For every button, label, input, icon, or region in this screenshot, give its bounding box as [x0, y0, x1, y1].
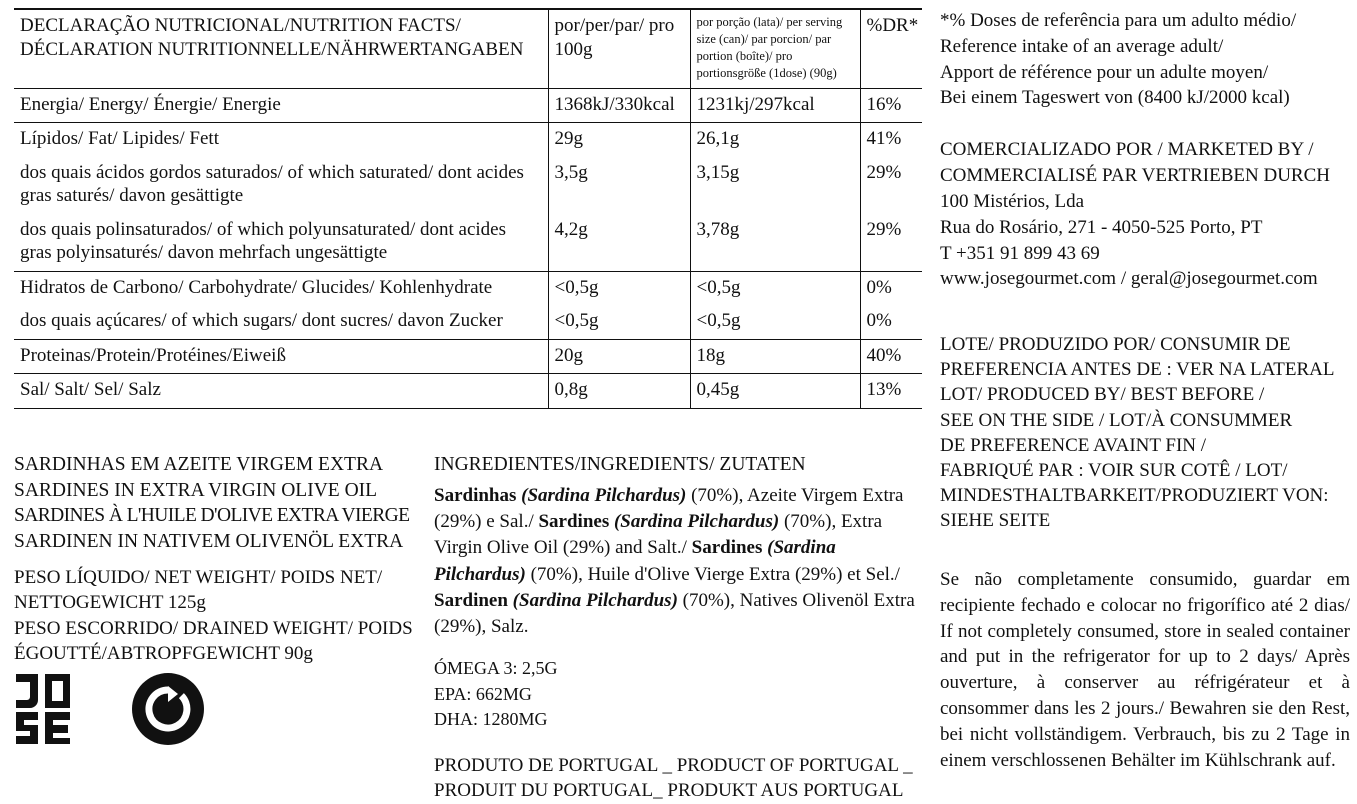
row-dr: 29%	[860, 214, 922, 272]
row-per-serving: <0,5g	[690, 271, 860, 305]
table-row-fat	[14, 123, 922, 157]
row-dr: 13%	[860, 374, 922, 409]
row-dr: 29%	[860, 157, 922, 214]
row-per-100g: 3,5g	[548, 157, 690, 214]
spacer	[14, 408, 922, 409]
row-per-serving: 0,45g	[690, 374, 860, 409]
table-row-carbohydrate	[14, 271, 922, 305]
row-per-100g: 29g	[548, 123, 690, 157]
reference-intake-line-4: Bei einem Tageswert von (8400 kJ/2000 kcal)	[940, 87, 1290, 109]
lot-line: SIEHE SEITE	[940, 509, 1051, 531]
storage-instructions: Se não completamente consumido, guardar em recipiente fechado e colocar no frigorífico até 2 dias/ If not completely consumed, store in sealed container and put in the refrigerator for up to 2 days/ Après ouverture, à conserver au réfrigérateur et à consommer dans les 2 jours./ Bewahren sie den Rest, bei nicht vollständigem. Verbrauch, bis zu 2 Tage in einem verschlossenen Behälter im Kühlschrank auf.	[940, 568, 1350, 771]
row-per-100g: <0,5g	[548, 271, 690, 305]
lot-line: LOT/ PRODUCED BY/ BEST BEFORE /	[940, 384, 1265, 406]
row-per-100g: 0,8g	[548, 374, 690, 409]
company-address: Rua do Rosário, 271 - 4050-525 Porto, PT	[940, 216, 1263, 238]
reference-intake-line-1: *% Doses de referência para um adulto médio/	[940, 10, 1297, 31]
row-label: dos quais açúcares/ of which sugars/ dont sucres/ davon Zucker	[20, 310, 503, 332]
table-bottom-rule	[14, 408, 922, 409]
lot-line: FABRIQUÉ PAR : VOIR SUR COTÊ / LOT/	[940, 459, 1288, 481]
dha-value: DHA: 1280MG	[434, 709, 548, 730]
jose-gourmet-logo	[14, 672, 72, 746]
marketed-by-block	[940, 137, 1350, 292]
drained-weight-label: PESO ESCORRIDO/ DRAINED WEIGHT/ POIDS ÉGOUTTÉ/ABTROPFGEWICHT	[14, 617, 413, 665]
row-label: dos quais ácidos gordos saturados/ of which saturated/ dont acides gras saturés/ davon gesättigte	[20, 161, 524, 207]
lot-best-before-block	[940, 332, 1350, 533]
row-label: Lípidos/ Fat/ Lipides/ Fett	[14, 123, 548, 157]
row-label: dos quais polinsaturados/ of which polyunsaturated/ dont acides gras polyinsaturés/ davon mehrfach ungesättigte	[20, 218, 506, 264]
row-per-serving: 3,78g	[690, 214, 860, 272]
table-row-energy	[14, 88, 922, 123]
row-dr: 0%	[860, 305, 922, 339]
row-per-serving: <0,5g	[690, 305, 860, 339]
table-row-protein	[14, 339, 922, 374]
table-header-row	[14, 9, 922, 88]
ingredients-block	[434, 452, 924, 804]
company-phone: T +351 91 899 43 69	[940, 242, 1100, 264]
reference-intake-block	[940, 8, 1350, 111]
row-dr: 41%	[860, 123, 922, 157]
company-name: 100 Mistérios, Lda	[940, 190, 1085, 212]
row-label: Sal/ Salt/ Sel/ Salz	[14, 374, 548, 409]
marketed-by-title-2: COMMERCIALISÉ PAR VERTRIEBEN DURCH	[940, 165, 1330, 187]
table-row-polyunsaturated	[14, 214, 922, 272]
net-weight-label: PESO LÍQUIDO/ NET WEIGHT/ POIDS NET/ NETTOGEWICHT	[14, 566, 383, 614]
lot-line: SEE ON THE SIDE / LOT/À CONSUMMER	[940, 409, 1293, 431]
company-web-email: www.josegourmet.com / geral@josegourmet.com	[940, 268, 1318, 290]
reference-intake-line-3: Apport de référence pour un adulte moyen/	[940, 61, 1269, 83]
logos-row	[14, 672, 204, 746]
product-description-block	[14, 452, 434, 667]
header-per-serving: por porção (lata)/ per serving size (can)/ par porcion/ par portion (boîte)/ pro portionsgröße (1dose) (90g)	[690, 9, 860, 88]
ingredients-heading: INGREDIENTES/INGREDIENTS/ ZUTATEN	[434, 454, 806, 475]
row-dr: 40%	[860, 339, 922, 374]
row-dr: 0%	[860, 271, 922, 305]
nutrition-table	[14, 8, 922, 409]
weights-block	[14, 565, 434, 667]
header-dr: %DR*	[860, 9, 922, 88]
drained-weight-value: 90g	[284, 643, 313, 665]
jose-logo-icon	[14, 672, 72, 746]
reference-intake-line-2: Reference intake of an average adult/	[940, 35, 1224, 57]
product-name-de: SARDINEN IN NATIVEM OLIVENÖL EXTRA	[14, 531, 404, 553]
row-label: Energia/ Energy/ Énergie/ Energie	[14, 88, 548, 123]
marketed-by-title-1: COMERCIALIZADO POR / MARKETED BY /	[940, 139, 1314, 161]
ingredients-text: Sardinhas (Sardina Pilchardus) (70%), Azeite Virgem Extra (29%) e Sal./ Sardines (Sardina Pilchardus) (70%), Extra Virgin Olive Oil (29%) and Salt./ Sardines (Sardina Pilchardus) (70%), Huile d'Olive Vierge Extra (29%) et Sel./ Sardinen (Sardina Pilchardus) (70%), Natives Olivenöl Extra (29%), Salz.	[434, 484, 915, 637]
row-label: Proteinas/Protein/Protéines/Eiweiß	[14, 339, 548, 374]
row-per-100g: 1368kJ/330kcal	[548, 88, 690, 123]
origin-text: PRODUTO DE PORTUGAL _ PRODUCT OF PORTUGAL _ PRODUIT DU PORTUGAL_ PRODUKT AUS PORTUGAL	[434, 754, 913, 802]
lot-line: LOTE/ PRODUZIDO POR/ CONSUMIR DE	[940, 334, 1291, 356]
nutrition-facts-block	[14, 8, 922, 409]
header-declaration: DECLARAÇÃO NUTRICIONAL/NUTRITION FACTS/ DÉCLARATION NUTRITIONNELLE/NÄHRWERTANGABEN	[14, 9, 548, 88]
recycle-icon	[145, 686, 191, 732]
row-per-100g: <0,5g	[548, 305, 690, 339]
header-per-100g: por/per/par/ pro 100g	[548, 9, 690, 88]
row-per-100g: 20g	[548, 339, 690, 374]
product-name-fr: SARDINES À L'HUILE D'OLIVE EXTRA VIERGE	[14, 505, 410, 527]
product-name-en: SARDINES IN EXTRA VIRGIN OLIVE OIL	[14, 479, 378, 501]
table-row-sugars	[14, 305, 922, 339]
product-name-pt: SARDINHAS EM AZEITE VIRGEM EXTRA	[14, 454, 384, 475]
table-row-saturated	[14, 157, 922, 214]
omega-block	[434, 656, 924, 733]
lot-line: MINDESTHALTBARKEIT/PRODUZIERT VON:	[940, 484, 1329, 506]
net-weight-value: 125g	[167, 592, 206, 614]
row-dr: 16%	[860, 88, 922, 123]
right-column	[940, 8, 1350, 774]
row-per-serving: 1231kj/297kcal	[690, 88, 860, 123]
row-label: Hidratos de Carbono/ Carbohydrate/ Glucides/ Kohlenhydrate	[14, 271, 548, 305]
omega3-value: ÓMEGA 3: 2,5G	[434, 658, 558, 679]
row-per-100g: 4,2g	[548, 214, 690, 272]
lot-line: PREFERENCIA ANTES DE : VER NA LATERAL	[940, 359, 1335, 381]
lot-line: DE PREFERENCE AVAINT FIN /	[940, 434, 1207, 456]
row-per-serving: 3,15g	[690, 157, 860, 214]
row-per-serving: 26,1g	[690, 123, 860, 157]
row-per-serving: 18g	[690, 339, 860, 374]
table-row-salt	[14, 374, 922, 409]
recycle-logo	[132, 673, 204, 745]
epa-value: EPA: 662MG	[434, 683, 532, 704]
